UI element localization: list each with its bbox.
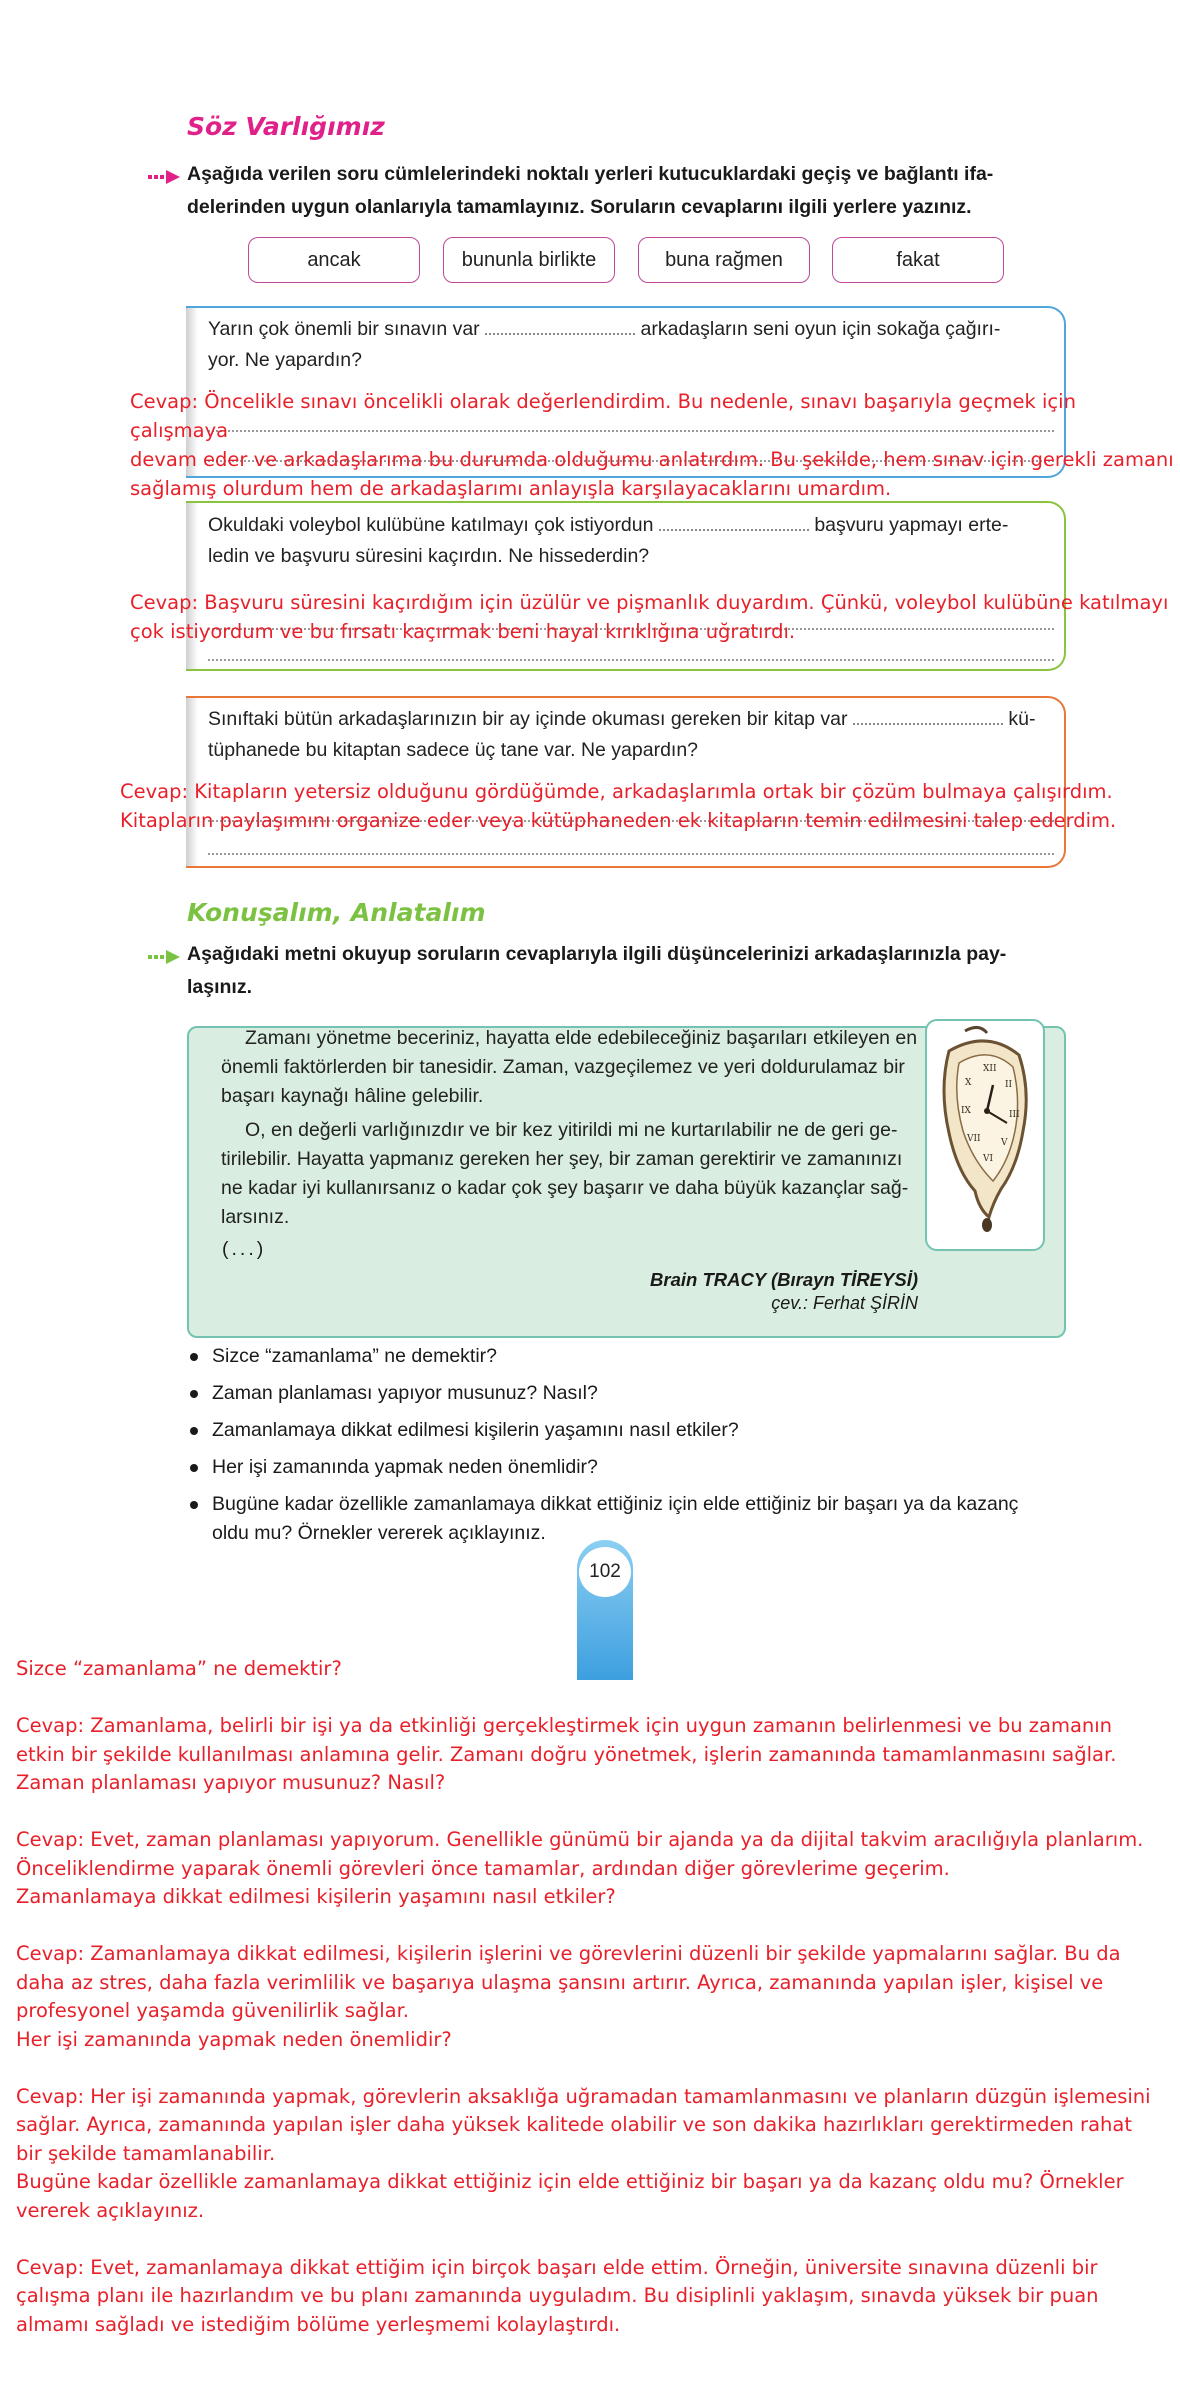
story-paragraph-2: O, en değerli varlığınızdır ve bir kez yitirildi mi ne kurtarılabilir ne de geri ge- tirilebilir. Hayatta yapmanız gereken her şey, bir zaman gerektirir ve zamanınızı ne kadar iyi kullanırsanız o kadar çok şey başarır ve daha büyük kazançlar sağ- larsınız. <box>221 1119 909 1228</box>
blank-line[interactable] <box>853 705 1003 725</box>
svg-text:VI: VI <box>983 1154 994 1164</box>
answer-2: Cevap: Başvuru süresini kaçırdığım için üzülür ve pişmanlık duyardım. Çünkü, voleybol kulübüne katılmayı çok istiyordum ve bu fırsatı kaçırmak beni hayal kırıklığına uğratırdı. <box>130 591 1169 643</box>
list-item: Zaman planlaması yapıyor musunuz? Nasıl? <box>188 1379 1068 1408</box>
section1-title: Söz Varlığımız <box>187 112 385 141</box>
page-number: 102 <box>589 1561 621 1582</box>
blank-line[interactable] <box>659 511 809 531</box>
bottom-answers: Sizce “zamanlama” ne demektir? Cevap: Zamanlama, belirli bir işi ya da etkinliği gerçekleştirmek için uygun zamanın belirlenmesi ve bu zamanın etkin bir şekilde kullanılması anlamına gelir. Zamanı doğru yönetmek, işlerin zamanında tamamlanmasını sağlar. Zaman planlaması yapıyor musunuz? Nasıl? Cevap: Evet, zaman planlaması yapıyorum. Genellikle günümü bir ajanda ya da dijital takvim aracılığıyla planlarım. Önceliklendirme yaparak önemli görevleri önce tamamlar, ardından diğer görevlerime geçerim. Zamanlamaya dikkat edilmesi kişilerin yaşamını nasıl etkiler? Cevap: Zamanlamaya dikkat edilmesi, kişilerin işlerini ve görevlerini düzenli bir şekilde yapmalarını sağlar. Bu da daha az stres, daha fazla verimlilik ve başarıya ulaşma şansını artırır. Ayrıca, zamanında yapılan işler, kişisel ve profesyonel yaşamda güvenilirlik sağlar. Her işi zamanında yapmak neden önemlidir? Cevap: Her işi zamanında yapmak, görevlerin aksaklığa uğramadan tamamlanmasını ve planların düzgün işlemesini sağlar. Ayrıca, zamanında yapılan işler daha yüksek kalitede olabilir ve son dakika hazırlıkları gerektirmeden rahat bir şekilde tamamlanabilir. Bugüne kadar özellikle zamanlamaya dikkat ettiğiniz için elde ettiğiniz bir başarı ya da kazanç oldu mu? Örnekler vererek açıklayınız. Cevap: Evet, zamanlamaya dikkat ettiğim için birçok başarı elde ettim. Örneğin, üniversite sınavına düzenli bir çalışma planı ile hazırlandım ve bu planı zamanında uyguladım. Bu disiplinli yaklaşım, sınavda yüksek bir puan almamı sağladı ve istediğim bölüme yerleşmemi kolaylaştırdı. <box>16 1657 1151 2336</box>
story-paragraph-1: Zamanı yönetme beceriniz, hayatta elde edebileceğiniz başarıları etkileyen en önemli faktörlerden bir tanesidir. Zaman, vazgeçilemez ve yeri doldurulamaz bir başarı kaynağı hâline gelebilir. <box>221 1027 918 1107</box>
list-item: Zamanlamaya dikkat edilmesi kişilerin yaşamını nasıl etkiler? <box>188 1416 1068 1445</box>
answer-1: Cevap: Öncelikle sınavı öncelikli olarak değerlendirdim. Bu nedenle, sınavı başarıyla geçmek için çalışmaya devam eder ve arkadaşlarıma bu durumda olduğumu anlatırdım. Bu şekilde, hem sınav için gerekli zamanı sağlamış olurdum hem de arkadaşlarımı anlayışla karşılayacaklarını umardım. <box>130 390 1174 500</box>
svg-text:XII: XII <box>983 1064 997 1074</box>
story-author: Brain TRACY (Bırayn TİREYSİ) <box>650 1269 918 1290</box>
section2-title: Konuşalım, Anlatalım <box>187 898 486 927</box>
answer-dotted-line <box>208 853 1054 855</box>
question-2-text: Okuldaki voleybol kulübüne katılmayı çok istiyordun başvuru yapmayı erte- ledin ve başvuru süresini kaçırdın. Ne hissederdin? <box>208 510 1058 572</box>
question-list <box>188 1342 1068 1556</box>
page-number-badge <box>579 1547 631 1597</box>
svg-text:VII: VII <box>967 1134 981 1144</box>
svg-text:V: V <box>1001 1138 1008 1148</box>
svg-text:II: II <box>1005 1080 1013 1090</box>
melting-clock-icon <box>927 1021 1043 1249</box>
answer-dotted-line <box>208 659 1054 661</box>
story-ellipsis: (...) <box>222 1238 267 1260</box>
chip-fakat: fakat <box>832 237 1004 283</box>
question-3-text: Sınıftaki bütün arkadaşlarınızın bir ay içinde okuması gereken bir kitap var kü- tüphanede bu kitaptan sadece üç tane var. Ne yapardın? <box>208 704 1058 766</box>
list-item: Her işi zamanında yapmak neden önemlidir? <box>188 1453 1068 1482</box>
chip-ancak: ancak <box>248 237 420 283</box>
chip-buna-ragmen: buna rağmen <box>638 237 810 283</box>
svg-text:IX: IX <box>961 1106 971 1116</box>
section2-instruction: Aşağıdaki metni okuyup soruların cevaplarıyla ilgili düşüncelerinizi arkadaşlarınızla pay- laşınız. <box>187 943 1007 998</box>
clock-image-frame <box>925 1019 1045 1251</box>
arrow-right-icon <box>148 950 180 964</box>
list-item: Sizce “zamanlama” ne demektir? <box>188 1342 1068 1371</box>
list-item: Bugüne kadar özellikle zamanlamaya dikkat ettiğiniz için elde ettiğiniz bir başarı ya da kazanç oldu mu? Örnekler vererek açıklayınız. <box>188 1490 1052 1548</box>
chip-bununla-birlikte: bununla birlikte <box>443 237 615 283</box>
question-1-text: Yarın çok önemli bir sınavın var arkadaşların seni oyun için sokağa çağırı- yor. Ne yapardın? <box>208 314 1058 376</box>
answer-3: Cevap: Kitapların yetersiz olduğunu gördüğümde, arkadaşlarımla ortak bir çözüm bulmaya çalışırdım. Kitapların paylaşımını organize eder veya kütüphaneden ek kitapların temin edilmesini talep ederdim. <box>120 780 1117 832</box>
arrow-right-icon <box>148 170 180 184</box>
story-translator: çev.: Ferhat ŞİRİN <box>771 1293 918 1313</box>
section1-instruction: Aşağıda verilen soru cümlelerindeki noktalı yerleri kutucuklardaki geçiş ve bağlantı ifa- delerinden uygun olanlarıyla tamamlayınız. Soruların cevaplarını ilgili yerlere yazınız. <box>187 163 994 218</box>
svg-text:III: III <box>1009 1110 1020 1120</box>
svg-text:X: X <box>965 1078 972 1088</box>
blank-line[interactable] <box>485 315 635 335</box>
